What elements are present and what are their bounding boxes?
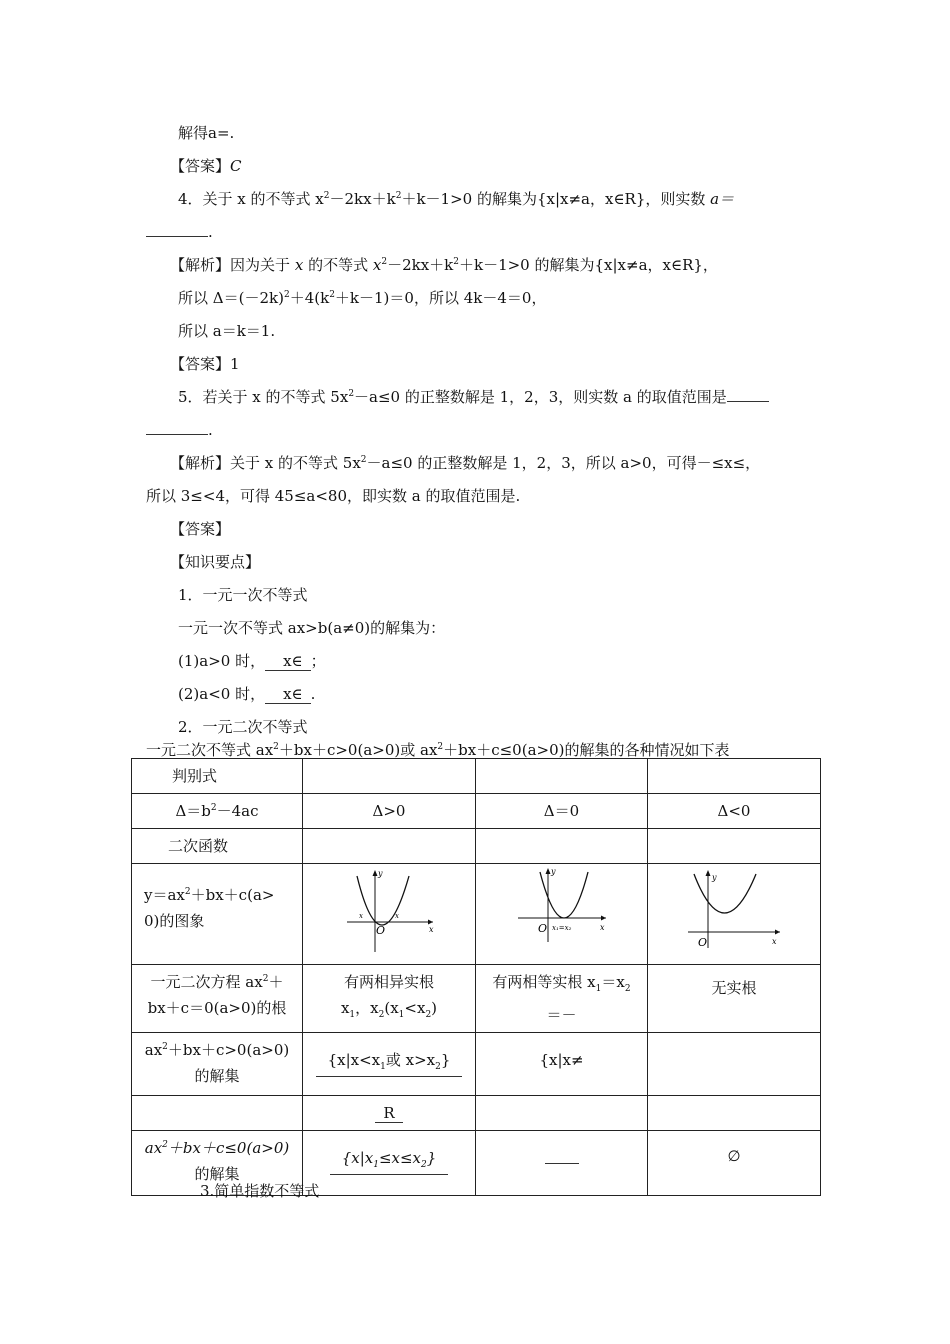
two-equal-roots: 有两相等实根 $x_1=x_2$ ＝－ (476, 965, 648, 1033)
root-label: x (359, 912, 363, 920)
less-equal-two-roots: $\{x|x_1\le x\le x_2\}$ (303, 1131, 476, 1196)
greater-than-no-roots: R (303, 1096, 476, 1131)
question-5-blank: . (146, 420, 213, 440)
quadratic-table (131, 758, 821, 1196)
origin-label: O (537, 922, 547, 935)
graph-no-roots (648, 864, 821, 965)
question-4-blank: . (146, 222, 213, 242)
no-real-roots: 无实根 (648, 965, 821, 1033)
kp3-title: 3.简单指数不等式 (200, 1182, 320, 1200)
solution-result-line: 解得a=. (178, 124, 235, 142)
solution-5-line2: 所以 3≤<4，可得 45≤a<80，即实数 a 的取值范围是. (146, 487, 521, 505)
table-row (132, 829, 821, 864)
delta-negative: Δ<0 (648, 794, 821, 829)
quadratic-function-label: 二次函数 (132, 829, 303, 864)
y-axis-label: y (550, 867, 556, 876)
delta-positive: Δ>0 (303, 794, 476, 829)
parabola-one-root-graph (512, 866, 612, 954)
discriminant-formula: $\Delta=b^2-4ac$ (132, 794, 303, 829)
graph-two-roots (303, 864, 476, 965)
greater-than-solution-label: $ax^2+bx+c>0(a>0)$ 的解集 (132, 1033, 303, 1096)
root-label: x (395, 912, 399, 920)
y-axis-label: y (378, 869, 383, 878)
less-equal-solution-label: $ax^2+bx+c\le 0(a>0)$ 的解集 (132, 1131, 303, 1196)
parabola-no-roots-graph (684, 866, 784, 954)
table-row (132, 794, 821, 829)
answer-3: 【答案】C (170, 157, 242, 175)
table-row (132, 1096, 821, 1131)
parabola-two-roots-graph (339, 866, 439, 954)
kp2-title: 2．一元二次不等式 (178, 718, 308, 736)
greater-than-two-roots: {$x|x<x_1$或 $x>x_2$} (303, 1033, 476, 1096)
solution-4-line3: 所以 a＝k＝1. (178, 322, 276, 340)
knowledge-label: 【知识要点】 (170, 553, 261, 571)
greater-than-one-root: {x|x≠ (476, 1033, 648, 1096)
x-axis-label: x (772, 937, 777, 946)
kp1-desc: 一元一次不等式 ax>b(a≠0)的解集为： (178, 619, 446, 637)
double-root-label: x₁=x₂ (551, 924, 571, 932)
origin-label: O (376, 924, 386, 937)
x-axis-label: x (599, 923, 605, 932)
equation-roots-label: 一元二次方程 $ax^2+$ bx＋c＝0(a>0)的根 (132, 965, 303, 1033)
less-equal-no-roots: ∅ (648, 1131, 821, 1196)
graph-label: $y=ax^2+bx+c(a>$ 0)的图象 (132, 864, 303, 965)
table-row (132, 864, 821, 965)
kp1-title: 1．一元一次不等式 (178, 586, 308, 604)
answer-4: 【答案】1 (170, 355, 240, 373)
table-row (132, 759, 821, 794)
answer-5: 【答案】 (170, 520, 231, 538)
solution-4-line1: 【解析】因为关于 x 的不等式 $x^2-2kx+k^2+k-1>0$ 的解集为{x|x≠a，x∈R}， (170, 256, 718, 274)
delta-zero: Δ＝0 (476, 794, 648, 829)
x-axis-label: x (429, 925, 434, 934)
less-equal-one-root-blank (476, 1131, 648, 1196)
solution-5-line1: 【解析】关于 x 的不等式 $5x^2-a\le 0$ 的正整数解是 1，2，3，所以 a>0，可得－≤x≤， (170, 454, 761, 472)
question-4: 4．关于 x 的不等式 $x^2-2kx+k^2+k-1>0$ 的解集为{x|x≠a，x∈R}，则实数 a＝ (178, 190, 735, 208)
table-row (132, 1033, 821, 1096)
kp1-case1: (1)a>0 时， x∈ ； (178, 652, 326, 670)
kp1-case2: (2)a<0 时， x∈ . (178, 685, 316, 703)
question-5: 5．若关于 x 的不等式 $5x^2-a\le 0$ 的正整数解是 1，2，3，则实数 a 的取值范围是 (178, 387, 769, 407)
kp2-desc: 一元二次不等式 $ax^2+bx+c>0(a>0)$或 $ax^2+bx+c\le 0(a>0)$的解集的各种情况如下表 (146, 741, 730, 759)
graph-one-root (476, 864, 648, 965)
origin-label: O (698, 936, 708, 949)
y-axis-label: y (712, 873, 717, 882)
discriminant-header: 判别式 (132, 759, 303, 794)
two-distinct-roots: 有两相异实根 $x_1$，$x_2(x_1<x_2)$ (303, 965, 476, 1033)
table-row (132, 965, 821, 1033)
solution-4-line2: 所以 $\Delta=(-2k)^2+4(k^2+k-1)=0$，所以 4k－4＝0， (178, 289, 547, 307)
